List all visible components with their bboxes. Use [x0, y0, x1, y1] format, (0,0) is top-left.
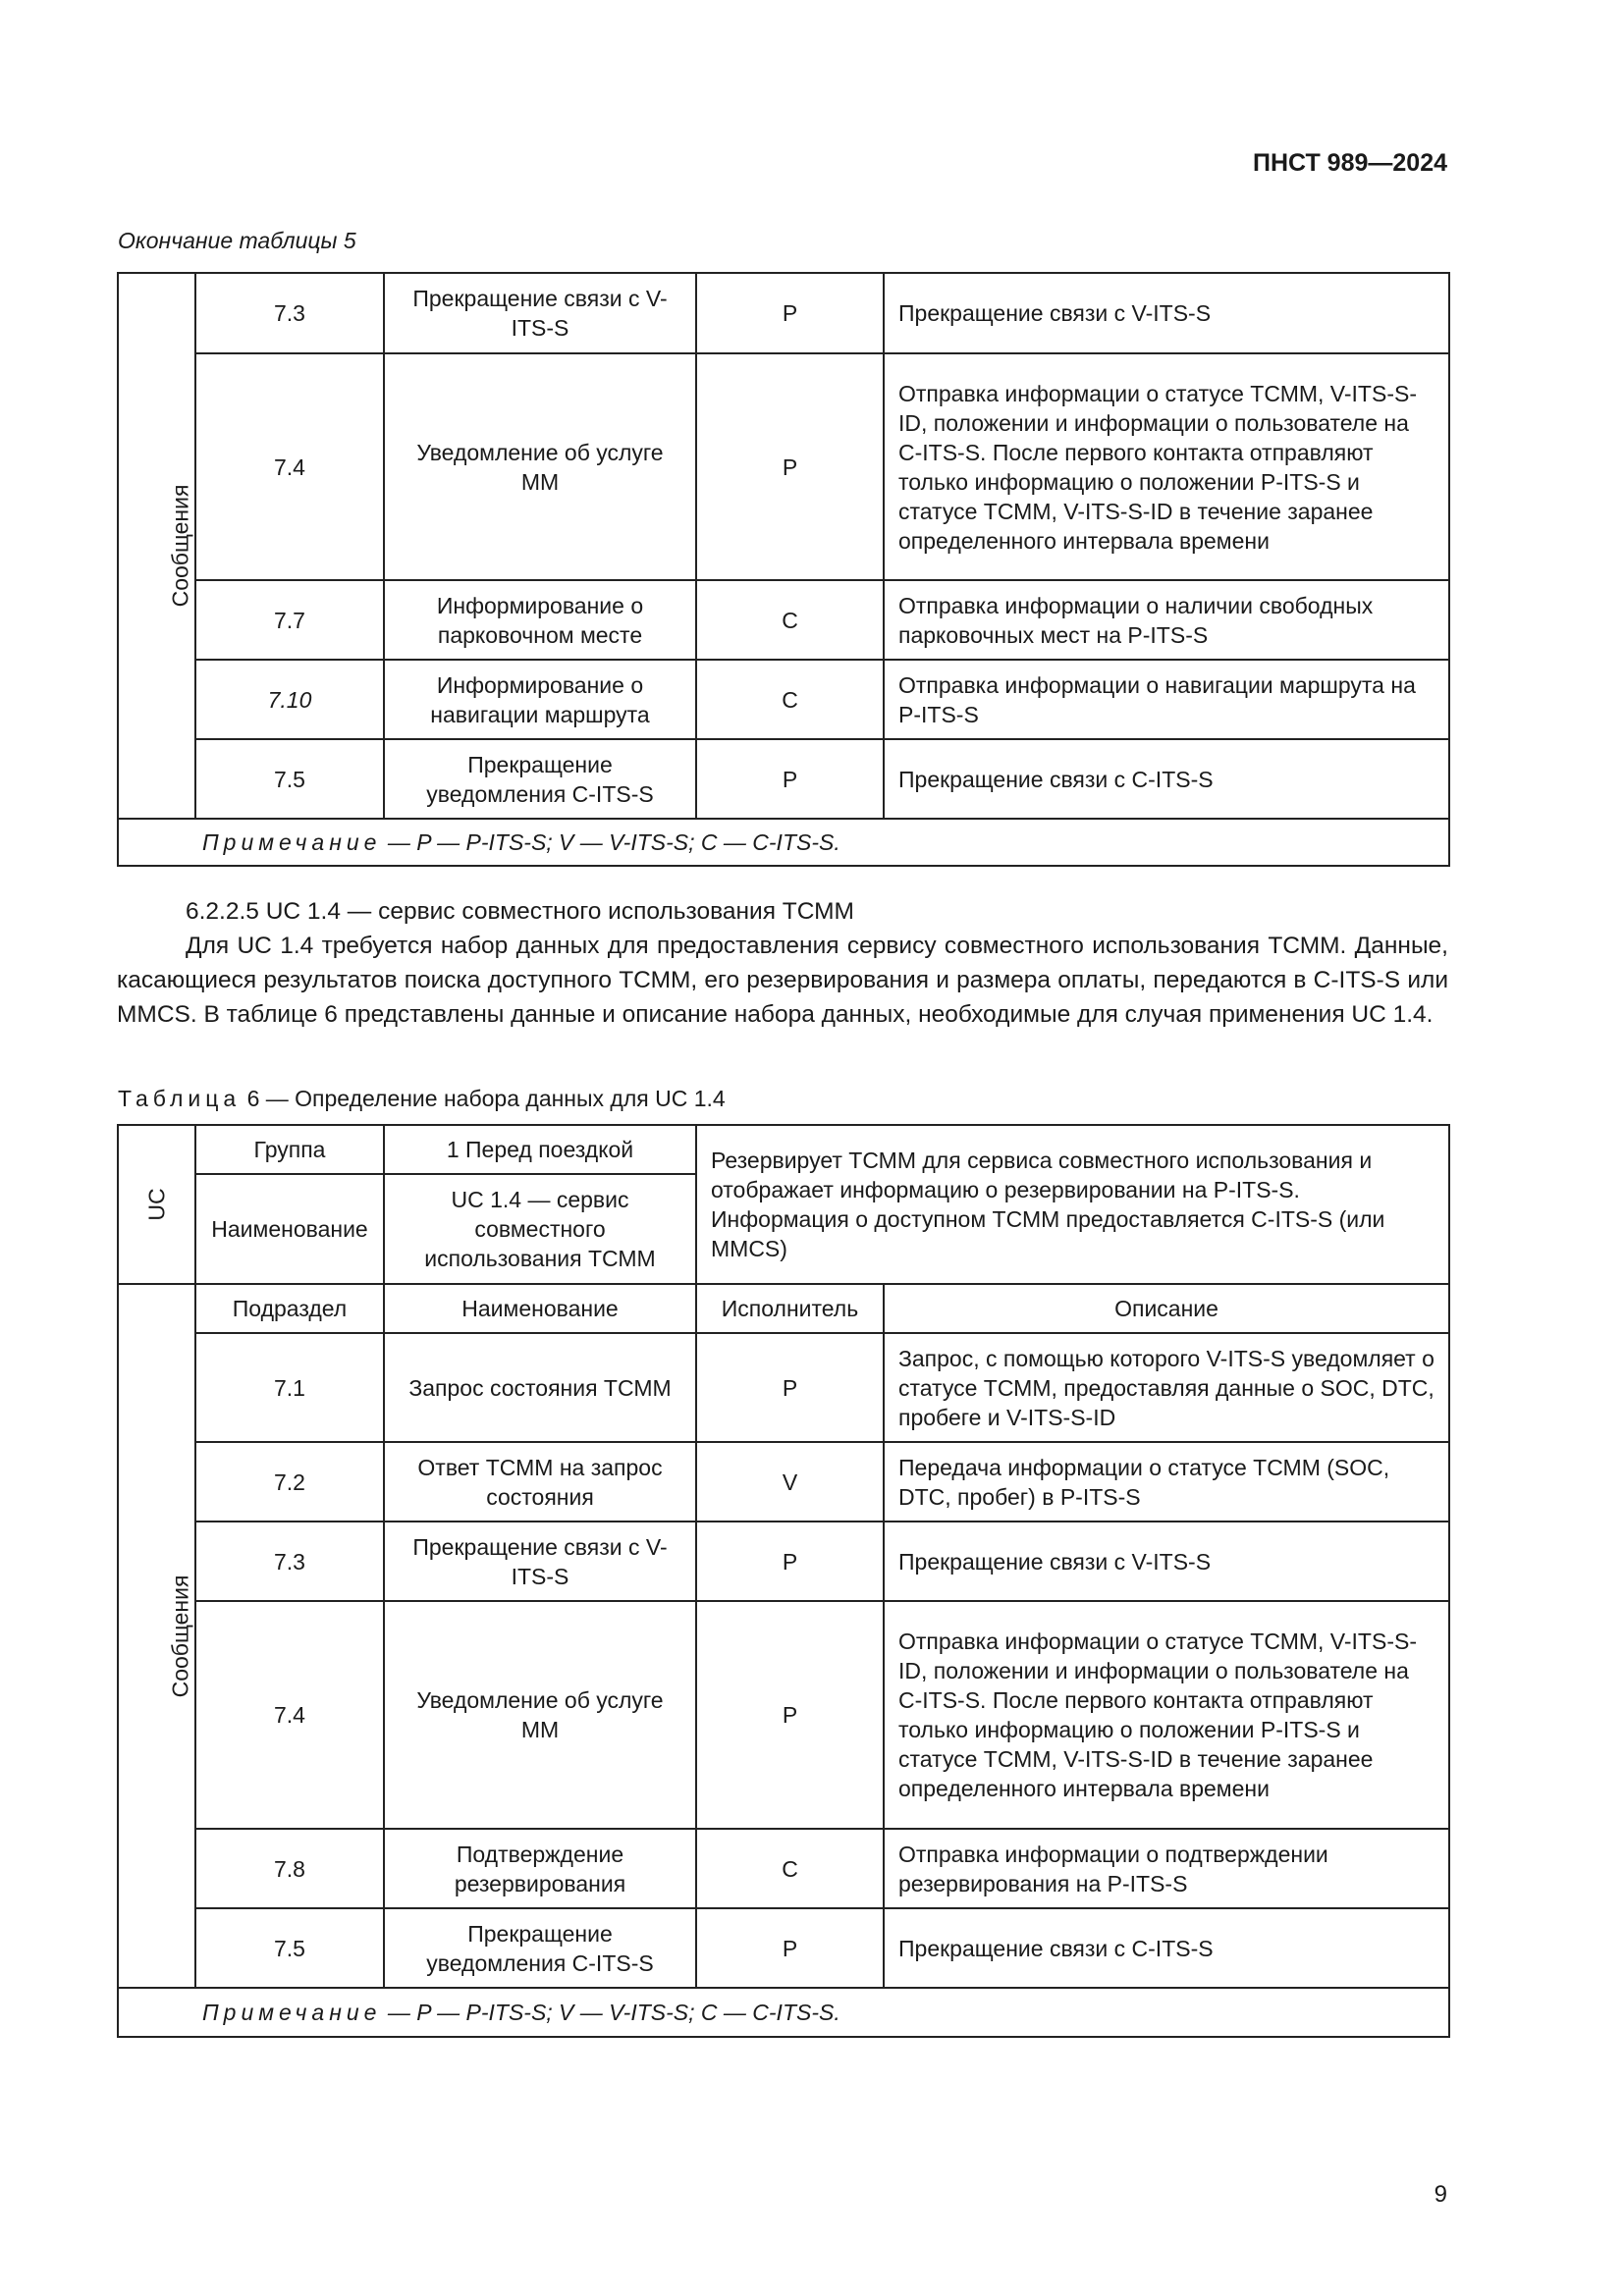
subsection-cell: 7.2: [195, 1442, 384, 1522]
column-header: Исполнитель: [696, 1284, 884, 1333]
name-cell: Прекращение уведомления C-ITS-S: [384, 1908, 696, 1988]
name-cell: Информирование о навигации маршрута: [384, 660, 696, 739]
name-value-cell: UC 1.4 — сервис совместного использования ТСММ: [384, 1174, 696, 1284]
actor-cell: P: [696, 1522, 884, 1601]
page-number: 9: [1434, 2181, 1447, 2208]
name-cell: Уведомление об услуге ММ: [384, 353, 696, 580]
uc-group-row: [118, 1125, 1449, 1174]
actor-cell: P: [696, 1333, 884, 1442]
note-label: Примечание: [202, 2000, 382, 2025]
table-row: [118, 1829, 1449, 1908]
actor-cell: P: [696, 273, 884, 353]
subsection-cell: 7.5: [195, 1908, 384, 1988]
description-cell: Передача информации о статусе ТСММ (SOC, DTC, пробег) в P-ITS-S: [884, 1442, 1449, 1522]
table-row: [118, 1333, 1449, 1442]
description-cell: Прекращение связи с V-ITS-S: [884, 273, 1449, 353]
description-cell: Отправка информации о подтверждении резервирования на P-ITS-S: [884, 1829, 1449, 1908]
note-text: — P — P-ITS-S; V — V-ITS-S; C — C-ITS-S.: [387, 2000, 840, 2025]
table-6-caption: [118, 1086, 726, 1112]
group-cell: [118, 1284, 195, 1988]
table-row: [118, 1522, 1449, 1601]
table-continuation-label: Окончание таблицы 5: [118, 228, 356, 253]
subsection-cell: 7.10: [195, 660, 384, 739]
subsection-cell: 7.1: [195, 1333, 384, 1442]
section-6-2-2-5: [117, 894, 1448, 1032]
document-code: ПНСТ 989—2024: [1253, 149, 1447, 177]
name-cell: Прекращение связи с V-ITS-S: [384, 273, 696, 353]
group-cell: [118, 273, 195, 819]
table-row: [118, 580, 1449, 660]
column-header: Описание: [884, 1284, 1449, 1333]
actor-cell: V: [696, 1442, 884, 1522]
subsection-cell: 7.5: [195, 739, 384, 819]
actor-cell: P: [696, 353, 884, 580]
subsection-cell: 7.3: [195, 1522, 384, 1601]
table-note-row: [118, 819, 1449, 866]
name-cell: Прекращение уведомления C-ITS-S: [384, 739, 696, 819]
table-row: [118, 660, 1449, 739]
table-row: [118, 1442, 1449, 1522]
description-cell: Прекращение связи с C-ITS-S: [884, 739, 1449, 819]
table-row: [118, 273, 1449, 353]
table-note: [118, 819, 1449, 866]
subsection-cell: 7.7: [195, 580, 384, 660]
table-note: [118, 1988, 1449, 2037]
description-cell: Отправка информации о статусе ТСММ, V-ITS-S-ID, положении и информации о пользователе на C-ITS-S. После первого контакта отправляют только информацию о положении P-ITS-S и статусе ТСММ, V-ITS-S-ID в течение заранее определенного интервала времени: [884, 353, 1449, 580]
table-note-row: [118, 1988, 1449, 2037]
name-cell: Запрос состояния ТСММ: [384, 1333, 696, 1442]
name-cell: Прекращение связи с V-ITS-S: [384, 1522, 696, 1601]
description-cell: Прекращение связи с V-ITS-S: [884, 1522, 1449, 1601]
subsection-cell: 7.3: [195, 273, 384, 353]
group-label: Сообщения: [167, 1575, 193, 1697]
actor-cell: P: [696, 1908, 884, 1988]
description-cell: Прекращение связи с C-ITS-S: [884, 1908, 1449, 1988]
table-6: [117, 1124, 1450, 2038]
group-label-cell: Группа: [195, 1125, 384, 1174]
table-5: [117, 272, 1450, 867]
actor-cell: P: [696, 739, 884, 819]
name-cell: Уведомление об услуге ММ: [384, 1601, 696, 1829]
note-text: — P — P-ITS-S; V — V-ITS-S; C — C-ITS-S.: [387, 829, 840, 855]
description-cell: Запрос, с помощью которого V-ITS-S уведомляет о статусе ТСММ, предоставляя данные о SOC, DTC, пробеге и V-ITS-S-ID: [884, 1333, 1449, 1442]
name-cell: Подтверждение резервирования: [384, 1829, 696, 1908]
actor-cell: C: [696, 1829, 884, 1908]
uc-cell: [118, 1125, 195, 1284]
actor-cell: C: [696, 660, 884, 739]
description-cell: Отправка информации о наличии свободных парковочных мест на P-ITS-S: [884, 580, 1449, 660]
group-label: Сообщения: [167, 484, 193, 608]
caption-label: Таблица: [118, 1086, 242, 1111]
name-cell: Ответ ТСММ на запрос состояния: [384, 1442, 696, 1522]
section-heading: 6.2.2.5 UC 1.4 — сервис совместного использования ТСММ: [186, 898, 854, 925]
column-header: Наименование: [384, 1284, 696, 1333]
subsection-cell: 7.4: [195, 1601, 384, 1829]
caption-text: 6 — Определение набора данных для UC 1.4: [246, 1086, 726, 1111]
description-cell: Отправка информации о навигации маршрута на P-ITS-S: [884, 660, 1449, 739]
subsection-cell: 7.8: [195, 1829, 384, 1908]
column-header-row: [118, 1284, 1449, 1333]
table-row: [118, 739, 1449, 819]
table-row: [118, 1601, 1449, 1829]
group-value-cell: 1 Перед поездкой: [384, 1125, 696, 1174]
note-label: Примечание: [202, 829, 382, 855]
actor-cell: C: [696, 580, 884, 660]
section-paragraph: Для UC 1.4 требуется набор данных для предоставления сервису совместного использования ТСММ. Данные, касающиеся результатов поиска доступного ТСММ, его резервирования и размера оплаты, передаются в C-ITS-S или MMCS. В таблице 6 представлены данные и описание набора данных, необходимые для случая применения UC 1.4.: [117, 933, 1448, 1028]
name-label-cell: Наименование: [195, 1174, 384, 1284]
name-cell: Информирование о парковочном месте: [384, 580, 696, 660]
uc-description-cell: Резервирует ТСММ для сервиса совместного использования и отображает информацию о резервировании на P-ITS-S. Информация о доступном ТСММ предоставляется C-ITS-S (или MMCS): [696, 1125, 1449, 1284]
column-header: Подраздел: [195, 1284, 384, 1333]
uc-label: UC: [143, 1188, 170, 1221]
table-row: [118, 1908, 1449, 1988]
subsection-cell: 7.4: [195, 353, 384, 580]
table-row: [118, 353, 1449, 580]
actor-cell: P: [696, 1601, 884, 1829]
description-cell: Отправка информации о статусе ТСММ, V-ITS-S-ID, положении и информации о пользователе на C-ITS-S. После первого контакта отправляют только информацию о положении P-ITS-S и статусе ТСММ, V-ITS-S-ID в течение заранее определенного интервала времени: [884, 1601, 1449, 1829]
